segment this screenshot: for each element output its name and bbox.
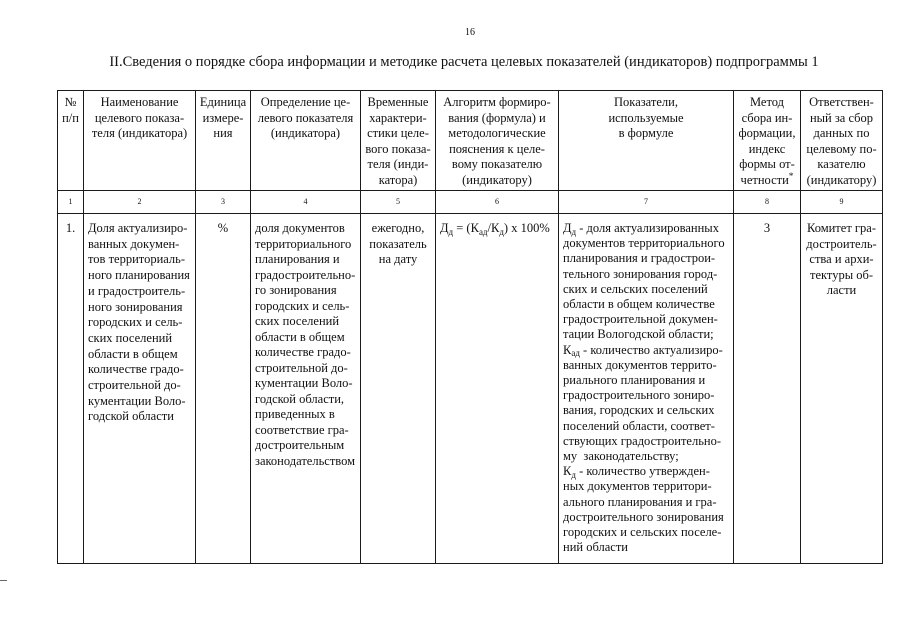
column-number-cell	[58, 191, 84, 214]
row-number: 1.	[65, 221, 76, 235]
page-number: 16	[465, 27, 475, 38]
header-definition-label: Определение це- левого показателя (индикатора)	[257, 95, 354, 140]
table-header-row	[58, 91, 883, 191]
header-cell-number	[58, 91, 84, 191]
header-algorithm-label: Алгоритм формиро- вания (формула) и методологические пояснения к целе- вому показателю (индикатору)	[443, 95, 551, 187]
unit-text: %	[217, 221, 229, 235]
column-number-cell	[196, 191, 251, 214]
column-numbers-row	[58, 191, 883, 214]
header-timing-label: Временные характери- стики целе- вого показа- теля (инди- катора)	[365, 95, 431, 187]
column-number-label: 9	[839, 197, 844, 206]
data-cell-collection-method	[734, 214, 801, 564]
header-number-label: № п/п	[62, 95, 79, 125]
timing-text: ежегодно, показатель на дату	[369, 221, 427, 266]
table-row	[58, 214, 883, 564]
variable-subscript: ад	[571, 348, 580, 359]
data-cell-unit	[196, 214, 251, 564]
data-cell-responsible	[801, 214, 883, 564]
variable-description: - количество актуализиро- ванных документов террито- риального планирования и градостроительного зониро- вания, городских и сельских поселений области, соответ- ствующих градостроительно- му законодательству;	[563, 342, 723, 464]
header-cell-collection-method	[734, 91, 801, 191]
header-indicator-name-label: Наименование целевого показа- теля (индикатора)	[91, 95, 188, 140]
indicator-name-text: Доля актуализиро- ванных докумен- тов территориаль- ного планирования и градостроитель- ного зонирования городских и сель- ских поселений области в общем количестве градо- строительной до- кументации Воло- годской области	[88, 221, 190, 424]
column-number-cell	[251, 191, 361, 214]
header-cell-unit	[196, 91, 251, 191]
scan-artifact-line	[0, 580, 7, 581]
data-cell-timing	[361, 214, 436, 564]
column-number-label: 1	[68, 197, 73, 206]
column-number-cell	[734, 191, 801, 214]
variable-definition	[563, 343, 733, 465]
header-cell-definition	[251, 91, 361, 191]
definition-text: доля документов территориального планирования и градостроительно- го зонирования городских и сель- ских поселений области в общем количестве градо- строительной до- кументации Воло- годской области, приведенных в соответствие гра- достроительным законодательством	[255, 221, 356, 468]
variable-symbol: К	[563, 342, 572, 357]
column-number-label: 4	[303, 197, 308, 206]
variable-symbol: К	[563, 464, 572, 479]
column-number-cell	[801, 191, 883, 214]
column-number-cell	[361, 191, 436, 214]
formula-term: ) х 100%	[503, 221, 550, 235]
data-cell-definition	[251, 214, 361, 564]
column-number-cell	[436, 191, 559, 214]
indicators-methodology-table	[57, 90, 883, 564]
data-cell-number	[58, 214, 84, 564]
column-number-label: 8	[765, 197, 769, 206]
header-formula-indicators-label: Показатели, используемые в формуле	[608, 95, 684, 140]
header-cell-timing	[361, 91, 436, 191]
header-unit-label: Единица измере- ния	[199, 95, 247, 140]
variable-description: - доля актуализированных документов территориального планирования и градострои- тельного зонирования город- ских и сельских поселений области в общем количестве градостроительной докумен- тации Вологодской области;	[563, 221, 725, 342]
formula-subscript: д	[499, 226, 504, 237]
formula-term: Д	[440, 221, 449, 235]
variable-definition	[563, 464, 733, 555]
method-code: 3	[763, 221, 771, 235]
section-title: II.Сведения о порядке сбора информации и методике расчета целевых показателей (индикаторов) подпрограммы 1	[109, 54, 819, 70]
formula-subscript: ад	[478, 226, 488, 237]
column-number-label: 7	[644, 197, 648, 206]
column-number-label: 3	[221, 197, 225, 206]
header-cell-responsible	[801, 91, 883, 191]
variable-description: - количество утвержден- ных документов территори- ального планирования и гра- достроительного зонирования городских и сельских поселе- ний области	[563, 464, 724, 555]
variable-symbol: Д	[563, 221, 572, 235]
formula	[440, 221, 558, 237]
data-cell-formula	[436, 214, 559, 564]
responsible-text: Комитет гра- достроитель- ства и архи- тектуры об- ласти	[806, 221, 877, 297]
column-number-label: 5	[396, 197, 400, 206]
variable-definition	[563, 221, 733, 343]
column-number-cell	[559, 191, 734, 214]
data-cell-formula-variables	[559, 214, 734, 564]
formula-subscript: д	[448, 226, 454, 237]
header-collection-method-label: Метод сбора ин- формации, индекс формы от- четности	[738, 95, 796, 187]
header-cell-indicator-name	[84, 91, 196, 191]
footnote-asterisk: *	[788, 172, 794, 183]
header-cell-algorithm	[436, 91, 559, 191]
column-number-cell	[84, 191, 196, 214]
data-cell-indicator-name	[84, 214, 196, 564]
variable-subscript: д	[571, 226, 577, 237]
header-responsible-label: Ответствен- ный за сбор данных по целевому по- казателю (индикатору)	[806, 95, 877, 187]
formula-term: /К	[487, 221, 500, 235]
column-number-label: 6	[495, 197, 499, 206]
variable-subscript: д	[571, 469, 576, 480]
header-cell-formula-indicators	[559, 91, 734, 191]
formula-term: = (К	[453, 221, 479, 235]
column-number-label: 2	[137, 197, 142, 206]
